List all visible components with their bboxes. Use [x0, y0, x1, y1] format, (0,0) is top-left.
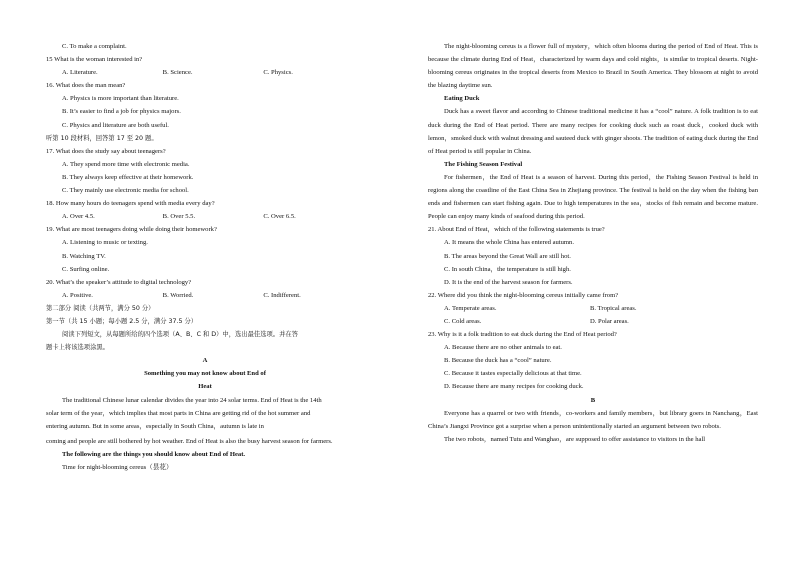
q18-option-c: C. Over 6.5.: [263, 213, 296, 221]
reading-instruction-line2: 题卡上将该选项涂黑。: [46, 344, 109, 352]
section1-heading: 第一节（共 15 小题；每小题 2.5 分，满分 37.5 分）: [46, 317, 198, 325]
passage-a-title-line1: Something you may not know about End of: [144, 370, 266, 378]
q20-options: [46, 289, 364, 302]
q21-question: 21. About End of Heat，which of the following statements is true?: [428, 226, 605, 234]
q21-option-c: C. In south China，the temperature is still high.: [444, 265, 571, 273]
q16-option-c: C. Physics and literature are both useful.: [62, 121, 169, 129]
left-column: [46, 40, 364, 474]
passage-a-line1: The traditional Chinese lunar calendar divides the year into 24 solar terms. End of Heat is the 14th: [62, 396, 322, 404]
instruction-17-20: 听第 10 段材料，回答第 17 至 20 题。: [46, 134, 158, 142]
q23-question: 23. Why is it a folk tradition to eat duck during the End of Heat period?: [428, 331, 617, 339]
q15-option-a: A. Literature.: [62, 69, 98, 77]
q22-option-a: A. Temperate areas.: [444, 304, 497, 312]
q23-option-a: A. Because there are no other animals to eat.: [444, 344, 562, 352]
passage-b-label: B: [590, 396, 596, 404]
passage-a-line5: The following are the things you should know about End of Heat.: [62, 450, 246, 458]
q15-option-b: B. Science.: [162, 69, 193, 77]
q18-option-a: A. Over 4.5.: [62, 213, 95, 221]
q20-option-a: A. Positive.: [62, 291, 93, 299]
passage-a-line3: entering autumn. But in some areas，especially in South China，autumn is late in: [46, 422, 264, 430]
q23-option-c: C. Because it tastes especially delicious at that time.: [444, 370, 582, 378]
cereus-paragraph: The night-blooming cereus is a flower full of mystery，which often blooms during the period of End of Heat. This is because the climate during End of Heat，characterized by warm days and cold nights，is similar to tropical deserts. Night-blooming cereus originates in the tropical deserts from Mexico to Brazil in South America. They blossom at night to avoid the blazing daytime sun.: [428, 43, 758, 90]
passage-a-line6: Time for night-blooming cereus（昙花）: [62, 464, 173, 471]
q22-option-d: D. Polar areas.: [590, 317, 629, 325]
q16-question: 16. What does the man mean?: [46, 82, 126, 90]
fishing-heading: The Fishing Season Festival: [444, 160, 523, 168]
q15-option-c: C. Physics.: [263, 69, 293, 77]
duck-paragraph: Duck has a sweet flavor and according to Chinese traditional medicine it has a “cool” nature. A folk tradition is to eat duck during the End of Heat period. There are many recipes for cooking duck such as roast duck，cooked duck with lemon，smoked duck with walnut dressing and sauteed duck with ginger shoots. The tradition of eating duck during the End of Heat period is still popular in China.: [428, 108, 758, 155]
passage-a-line4: coming and people are still bothered by hot weather. End of Heat is also the busy harvest season for farmers.: [46, 437, 333, 445]
passage-b-paragraph1: Everyone has a quarrel or two with friends，co-workers and family members，but library goers in Nanchang，East China’s Jiangxi Province got a surprise when a person unintentionally started an argument between two robots.: [428, 409, 758, 430]
passage-b-paragraph2: The two robots，named Tutu and Wanghao，are supposed to offer assistance to visitors in the hall: [444, 435, 706, 443]
q22-options-row2: [428, 315, 758, 328]
fishing-paragraph: For fishermen，the End of Heat is a season of harvest. During this period，the Fishing Season Festival is held in regions along the coastline of the East China Sea in Zhejiang province. The festival is held on the day when the fishing ban ends and fishermen can start fishing again. Due to high temperatures in the sea，stocks of fish remain and become mature. People can enjoy many kinds of seafood during this period.: [428, 173, 758, 221]
q19-question: 19. What are most teenagers doing while doing their homework?: [46, 226, 217, 234]
q22-question: 22. Where did you think the night-blooming cereus initially came from?: [428, 291, 619, 299]
duck-heading: Eating Duck: [444, 95, 480, 103]
q17-option-a: A. They spend more time with electronic media.: [62, 160, 190, 168]
q23-option-b: B. Because the duck has a “cool” nature.: [444, 357, 552, 365]
q17-question: 17. What does the study say about teenagers?: [46, 147, 166, 155]
q22-option-c: C. Cold areas.: [444, 317, 482, 325]
passage-a-title-line2: Heat: [198, 383, 212, 391]
part2-heading: 第二部分 阅读（共两节，满分 50 分）: [46, 304, 155, 312]
q19-option-a: A. Listening to music or texting.: [62, 239, 148, 247]
right-column: [428, 40, 758, 446]
q22-option-b: B. Tropical areas.: [590, 304, 637, 312]
passage-a-line2: solar term of the year，which implies that most parts in China are getting rid of the hot summer and: [46, 409, 311, 417]
q20-question: 20. What’s the speaker’s attitude to digital technology?: [46, 278, 192, 286]
q18-question: 18. How many hours do teenagers spend with media every day?: [46, 200, 215, 208]
q19-option-b: B. Watching TV.: [62, 252, 106, 260]
q16-option-b: B. It’s easier to find a job for physics majors.: [62, 108, 181, 116]
passage-a-label: A: [202, 357, 208, 365]
q21-option-d: D. It is the end of the harvest season for farmers.: [444, 278, 573, 286]
reading-instruction-line1: 阅读下列短文，从每题所给的四个选项（A、B、C 和 D）中，选出最佳选项。并在答: [62, 331, 298, 339]
q15-options: [46, 66, 364, 79]
q19-option-c: C. Surfing online.: [62, 265, 110, 273]
q20-option-c: C. Indifferent.: [263, 291, 301, 299]
q15-question: 15 What is the woman interested in?: [46, 56, 143, 64]
q14-option-c: C. To make a complaint.: [62, 43, 127, 50]
q18-options: [46, 210, 364, 223]
q23-option-d: D. Because there are many recipes for cooking duck.: [444, 383, 584, 391]
q21-option-a: A. It means the whole China has entered autumn.: [444, 239, 575, 247]
q20-option-b: B. Worried.: [162, 291, 194, 299]
q22-options-row1: [428, 302, 758, 315]
q17-option-c: C. They mainly use electronic media for school.: [62, 187, 189, 195]
q16-option-a: A. Physics is more important than literature.: [62, 95, 179, 103]
q18-option-b: B. Over 5.5.: [162, 213, 196, 221]
q21-option-b: B. The areas beyond the Great Wall are still hot.: [444, 252, 571, 260]
q17-option-b: B. They always keep effective at their homework.: [62, 173, 194, 181]
